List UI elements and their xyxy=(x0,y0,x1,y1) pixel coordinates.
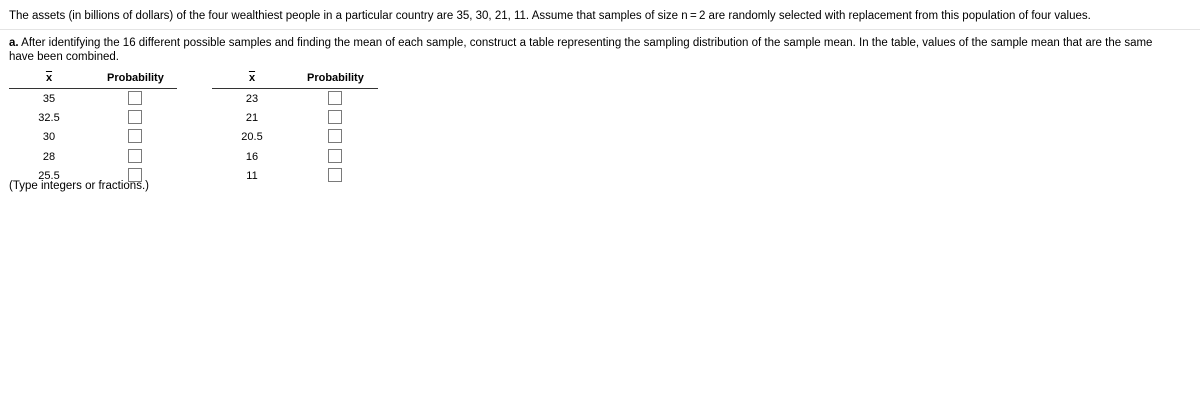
x-bar-value: 21 xyxy=(245,112,259,125)
x-bar-header: $\overline{x}$ xyxy=(45,72,53,84)
problem-statement: The assets (in billions of dollars) of the four wealthiest people in a particular country are 35, 30, 21, 11. Assume that samples of size n = 2 are randomly selected with replacement from this population of four values. xyxy=(9,10,1091,22)
table-header xyxy=(9,70,177,89)
table-row xyxy=(9,147,177,166)
x-bar-value: 11 xyxy=(246,169,258,182)
table-row xyxy=(212,89,378,108)
x-bar-value: 16 xyxy=(245,150,259,163)
table-row xyxy=(212,108,378,127)
probability-input[interactable] xyxy=(128,149,142,163)
question-text xyxy=(9,36,1169,64)
table-header xyxy=(212,70,378,89)
table-row xyxy=(212,147,378,166)
x-bar-value: 30 xyxy=(42,131,56,144)
x-bar-value: 28 xyxy=(42,150,56,163)
divider xyxy=(0,29,1200,30)
answer-format-hint: (Type integers or fractions.) xyxy=(9,180,149,192)
table-row xyxy=(9,108,177,127)
sampling-distribution-table-left xyxy=(9,70,177,185)
table-row xyxy=(212,166,378,185)
x-bar-value: 23 xyxy=(245,93,259,105)
probability-header: Probability xyxy=(307,72,364,84)
x-bar-value: 25.5 xyxy=(38,169,60,182)
x-bar-header: $\overline{x}$ xyxy=(248,72,256,84)
probability-input[interactable] xyxy=(328,110,342,124)
table-row xyxy=(9,127,177,146)
x-bar-value: 35 xyxy=(42,93,56,105)
question-body: After identifying the 16 different possible samples and finding the mean of each sample, construct a table representing the sampling distribution of the sample mean. In the table, values of the sample mean that are the same have been combined. xyxy=(9,37,1153,63)
probability-input[interactable] xyxy=(128,91,142,105)
table-row xyxy=(9,89,177,108)
probability-input[interactable] xyxy=(128,110,142,124)
x-bar-value: 20.5 xyxy=(241,131,263,144)
x-bar-value: 32.5 xyxy=(38,112,60,125)
probability-input[interactable] xyxy=(128,129,142,143)
sampling-distribution-table-right xyxy=(212,70,378,185)
probability-header: Probability xyxy=(107,72,164,84)
question-part-label: a. xyxy=(9,37,19,49)
probability-input[interactable] xyxy=(328,91,342,105)
table-row xyxy=(212,127,378,146)
probability-input[interactable] xyxy=(328,168,342,182)
probability-input[interactable] xyxy=(328,129,342,143)
probability-input[interactable] xyxy=(328,149,342,163)
